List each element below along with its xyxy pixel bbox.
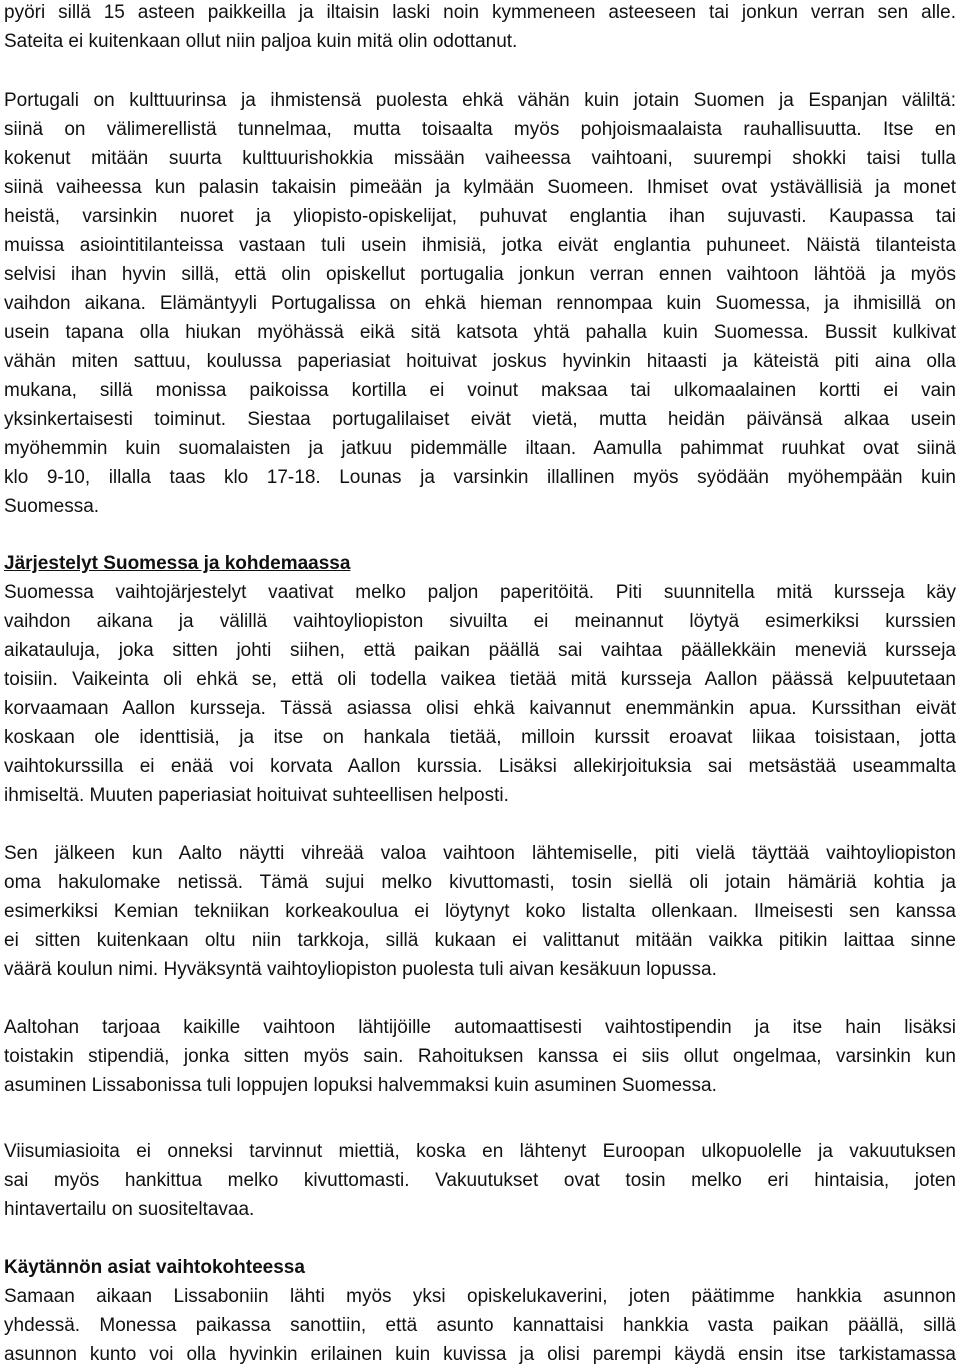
text-line: toistakin stipendiä, jonka sitten myös sain. Rahoituksen kanssa ei siis ollut ongelmaa, varsinkin kun — [4, 1046, 956, 1067]
text-line: hintavertailu on suositeltavaa. — [4, 1199, 255, 1220]
text-line: pyöri sillä 15 asteen paikkeilla ja iltaisin laski noin kymmeneen asteeseen tai jonkun verran sen alle. — [4, 2, 956, 23]
text-line: Sateita ei kuitenkaan ollut niin paljoa kuin mitä olin odottanut. — [4, 31, 518, 52]
text-line: myöhemmin kuin suomalaisten ja jatkuu pidemmälle iltaan. Aamulla pahimmat ruuhkat ovat siinä — [4, 438, 956, 459]
text-line: siinä on välimerellistä tunnelmaa, mutta toisaalta myös pohjoismaalaista rauhallisuutta. Itse en — [4, 119, 956, 140]
text-line: yksinkertaisesti toiminut. Siestaa portugalilaiset eivät vietä, mutta heidän päivänsä alkaa usein — [4, 409, 956, 430]
section-heading: Käytännön asiat vaihtokohteessa — [4, 1257, 305, 1278]
text-line: väärä koulun nimi. Hyväksyntä vaihtoyliopiston puolesta tuli aivan kesäkuun lopussa. — [4, 959, 717, 980]
section-heading: Järjestelyt Suomessa ja kohdemaassa — [4, 553, 351, 574]
text-line: esimerkiksi Kemian tekniikan korkeakoulua ei löytynyt koko listalta ollenkaan. Ilmeisesti sen kanssa — [4, 901, 956, 922]
text-line: korvaamaan Aallon kursseja. Tässä asiassa olisi ehkä kaivannut enemmänkin apua. Kurssithan eivät — [4, 698, 956, 719]
text-line: asuminen Lissabonissa tuli loppujen lopuksi halvemmaksi kuin asuminen Suomessa. — [4, 1075, 717, 1096]
text-line: vaihdon aikana ja välillä vaihtoyliopiston sivuilta ei meinannut löytyä esimerkiksi kurssien — [4, 611, 956, 632]
text-line: vaihdon aikana. Elämäntyyli Portugalissa on ehkä hieman rennompaa kuin Suomessa, ja ihmisillä on — [4, 293, 956, 314]
text-line: toisiin. Vaikeinta oli ehkä se, että oli todella vaikea tietää mitä kursseja Aallon päässä kelpuutetaan — [4, 669, 956, 690]
text-line: asunnon kunto voi olla hyvinkin erilainen kuin kuvissa ja olisi parempi käydä ensin itse tarkistamassa — [4, 1344, 956, 1365]
text-line: Sen jälkeen kun Aalto näytti vihreää valoa vaihtoon lähtemiselle, piti vielä täyttää vaihtoyliopiston — [4, 843, 956, 864]
text-line: sai myös hankittua melko kivuttomasti. Vakuutukset ovat tosin melko eri hintaisia, joten — [4, 1170, 956, 1191]
text-line: mukana, sillä monissa paikoissa kortilla ei voinut maksaa tai ulkomaalainen kortti ei vain — [4, 380, 956, 401]
text-line: Suomessa. — [4, 496, 100, 517]
text-line: muissa asiointitilanteissa vastaan tuli usein ihmisiä, jotka eivät englantia puhuneet. Näistä tilanteista — [4, 235, 956, 256]
text-line: Suomessa vaihtojärjestelyt vaativat melko paljon paperitöitä. Piti suunnitella mitä kursseja käy — [4, 582, 956, 603]
text-line: Viisumiasioita ei onneksi tarvinnut miettiä, koska en lähtenyt Euroopan ulkopuolelle ja vakuutuksen — [4, 1141, 956, 1162]
text-line: usein tapana olla hiukan myöhässä eikä sitä katsota yhtä pahalla kuin Suomessa. Bussit kulkivat — [4, 322, 956, 343]
text-line: heistä, varsinkin nuoret ja yliopisto-opiskelijat, puhuvat englantia ihan sujuvasti. Kaupassa tai — [4, 206, 956, 227]
text-line: siinä vaiheessa kun palasin takaisin pimeään ja kylmään Suomeen. Ihmiset ovat ystävällisiä ja monet — [4, 177, 956, 198]
text-line: yhdessä. Monessa paikassa sanottiin, että asunto kannattaisi hankkia vasta paikan päällä, sillä — [4, 1315, 956, 1336]
text-line: ei sitten kuitenkaan oltu niin tarkkoja, sillä kukaan ei valittanut mitään vaikka pitikin laittaa sinne — [4, 930, 956, 951]
text-line: koskaan ole identtisiä, ja itse on hankala tietää, milloin kurssit eroavat liikaa toisistaan, jotta — [4, 727, 956, 748]
text-line: aikatauluja, joka sitten johti siihen, että paikan päällä sai vaihtaa päällekkäin meneviä kursseja — [4, 640, 956, 661]
text-line: vähän miten sattuu, koulussa paperiasiat hoituivat joskus hyvinkin hitaasti ja käteistä piti aina olla — [4, 351, 956, 372]
text-line: ihmiseltä. Muuten paperiasiat hoituivat suhteellisen helposti. — [4, 785, 509, 806]
text-line: klo 9-10, illalla taas klo 17-18. Lounas ja varsinkin illallinen myös syödään myöhempään kuin — [4, 467, 956, 488]
text-line: Portugali on kulttuurinsa ja ihmistensä puolesta ehkä vähän kuin jotain Suomen ja Espanjan väliltä: — [4, 90, 956, 111]
text-line: oma hakulomake netissä. Tämä sujui melko kivuttomasti, tosin siellä oli jotain hämäriä kohtia ja — [4, 872, 956, 893]
text-line: kokenut mitään suurta kulttuurishokkia missään vaiheessa vaihtoani, suurempi shokki taisi tulla — [4, 148, 956, 169]
text-line: selvisi ihan hyvin sillä, että olin opiskellut portugalia jonkun verran ennen vaihtoon lähtöä ja myös — [4, 264, 956, 285]
text-line: Samaan aikaan Lissaboniin lähti myös yksi opiskelukaverini, joten päätimme hankkia asunnon — [4, 1286, 956, 1307]
text-line: vaihtokurssilla ei enää voi korvata Aallon kurssia. Lisäksi allekirjoituksia sai metsästää useammalta — [4, 756, 956, 777]
text-line: Aaltohan tarjoaa kaikille vaihtoon lähtijöille automaattisesti vaihtostipendin ja itse hain lisäksi — [4, 1017, 956, 1038]
